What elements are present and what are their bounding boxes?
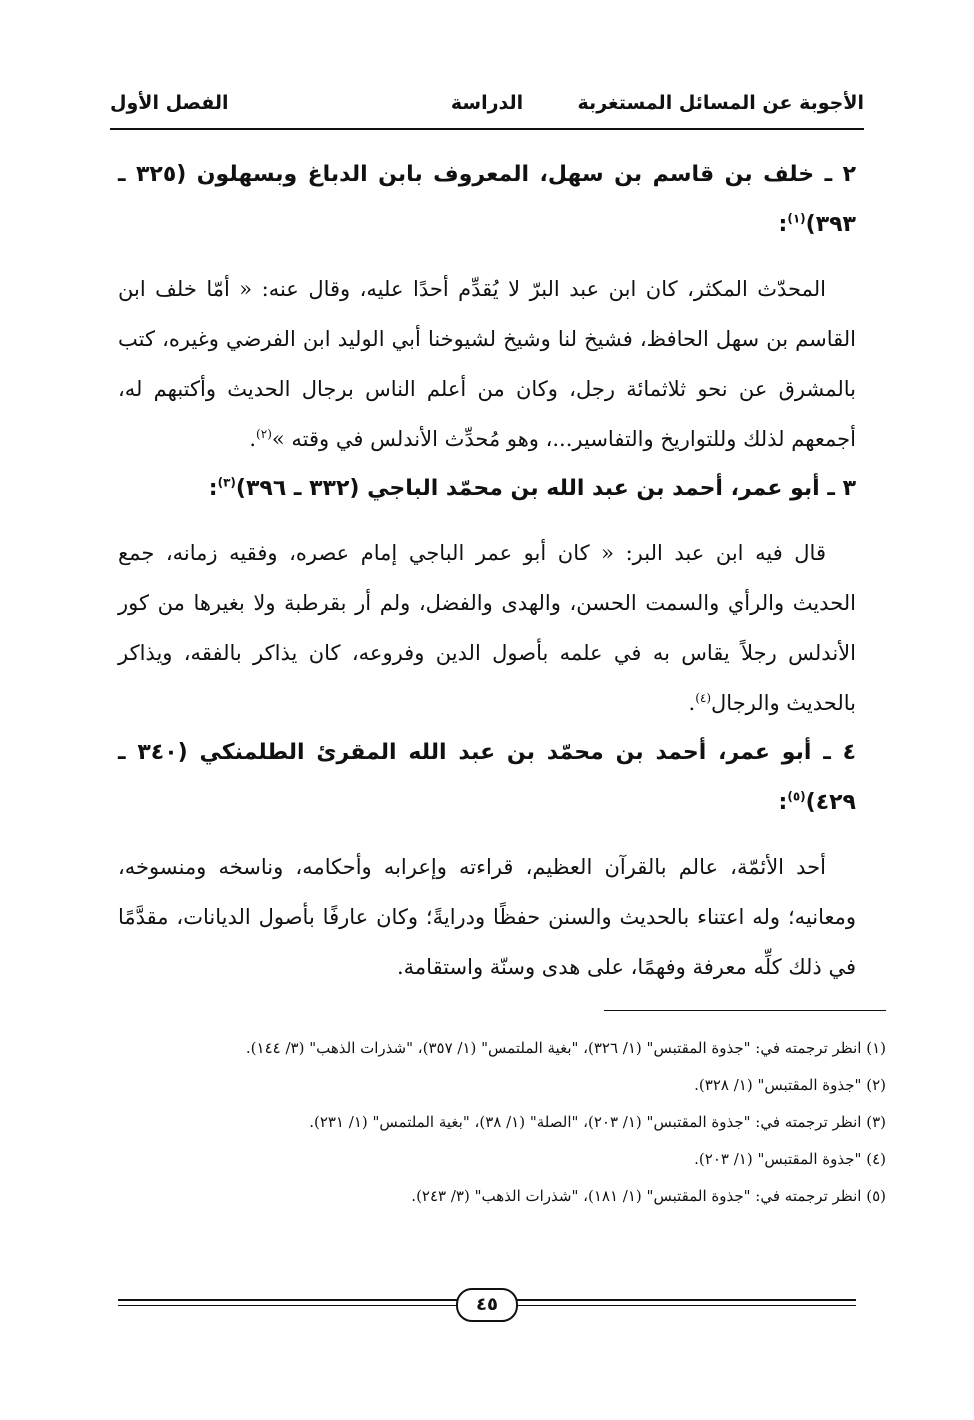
entry-heading: ٢ ـ خلف بن قاسم بن سهل، المعروف بابن الدباغ وبسهلون (٣٢٥ ـ ٣٩٣)$^{(١)}$: (118, 162, 856, 237)
footnote-marker: (٣) (217, 475, 236, 490)
footnote: (٣) انظر ترجمته في: "جذوة المقتبس" (١/ ٢٠٣)، "الصلة" (١/ ٣٨)، "بغية الملتمس" (١/ ٢٣١). (309, 1113, 886, 1131)
footnote-marker: (٤) (695, 691, 712, 705)
footnote: (٥) انظر ترجمته في: "جذوة المقتبس" (١/ ١٨١)، "شذرات الذهب" (٣/ ٢٤٣). (411, 1187, 886, 1205)
page-number: ٤٥ (456, 1288, 518, 1322)
book-title: الأجوبة عن المسائل المستغربة (577, 92, 864, 114)
page-footer (118, 1288, 856, 1328)
footnotes (118, 1030, 886, 1215)
footnote: (٤) "جذوة المقتبس" (١/ ٢٠٣). (694, 1150, 886, 1168)
footnote-marker: (٢) (256, 427, 272, 441)
entry-paragraph: أحد الأئمّة، عالم بالقرآن العظيم، قراءته وإعرابه وأحكامه، وناسخه ومنسوخه، ومعانيه؛ وله اعتناء بالحديث والسنن حفظًا ودرايةً؛ وكان عارفًا بأصول الديانات، مقدَّمًا في ذلك كلِّه معرفة وفهمًا، على هدى وسنّة واستقامة. (118, 855, 856, 979)
footnote: (٢) "جذوة المقتبس" (١/ ٣٢٨). (694, 1076, 886, 1094)
footnote-divider (604, 1010, 886, 1011)
footnote: (١) انظر ترجمته في: "جذوة المقتبس" (١/ ٣٢٦)، "بغية الملتمس" (١/ ٣٥٧)، "شذرات الذهب" (٣/ ١٤٤). (245, 1039, 886, 1057)
entry-paragraph: قال فيه ابن عبد البر: « كان أبو عمر الباجي إمام عصره، وفقيه زمانه، جمع الحديث والرأي والسمت الحسن، والهدى والفضل، ولم أر بقرطبة ولا بغيرها من كور الأندلس رجلاً يقاس به في علمه بأصول الدين وفروعه، كان يذاكر بالفقه، ويذاكر بالحديث والرجال$^{(٤)}$. (118, 541, 856, 715)
header-divider (110, 128, 864, 130)
main-text (118, 150, 856, 992)
running-header (110, 84, 864, 124)
entry-heading: ٤ ـ أبو عمر، أحمد بن محمّد بن عبد الله المقرئ الطلمنكي (٣٤٠ ـ ٤٢٩)$^{(٥)}$: (118, 740, 856, 815)
footnote-marker: (١) (787, 211, 806, 226)
chapter-title: الفصل الأول (110, 92, 229, 114)
section-title: الدراسة (450, 92, 524, 114)
footnote-marker: (٥) (787, 789, 806, 804)
entry-paragraph: المحدّث المكثر، كان ابن عبد البرّ لا يُقدِّم أحدًا عليه، وقال عنه: « أمّا خلف ابن القاسم بن سهل الحافظ، فشيخ لنا وشيخ لشيوخنا أبي الوليد ابن الفرضي وغيره، كتب بالمشرق عن نحو ثلاثمائة رجل، وكان من أعلم الناس برجال الحديث وأكتبهم له، أجمعهم لذلك وللتواريخ والتفاسير...، وهو مُحدِّث الأندلس في وقته »$^{(٢)}$. (118, 277, 856, 451)
entry-heading: ٣ ـ أبو عمر، أحمد بن عبد الله بن محمّد الباجي (٣٣٢ ـ ٣٩٦)$^{(٣)}$: (208, 475, 856, 501)
